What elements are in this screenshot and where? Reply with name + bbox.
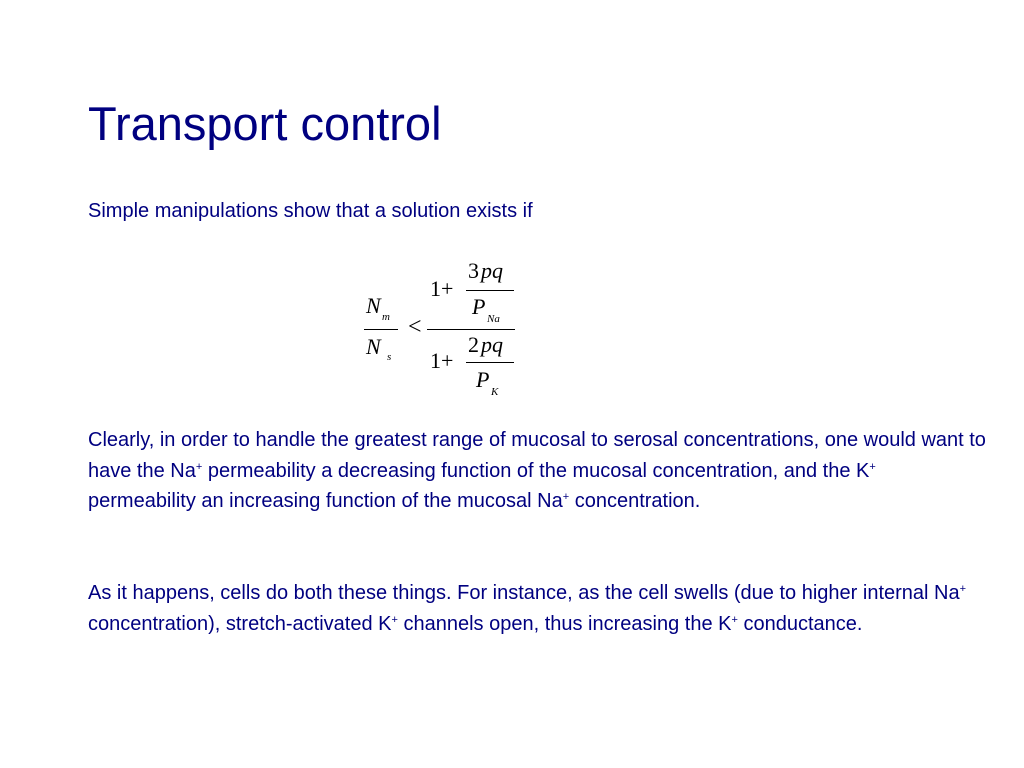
- top-coefficient: 3: [468, 258, 479, 283]
- less-than-sign: <: [408, 314, 422, 340]
- top-denominator-var: P: [472, 294, 486, 319]
- bottom-coefficient: 2: [468, 332, 479, 357]
- top-denominator-sub: Na: [487, 313, 500, 325]
- top-one-plus: 1+: [430, 276, 454, 301]
- paragraph-cell-swelling: As it happens, cells do both these things. For instance, as the cell swells (due to higher internal Na+ concentration), stretch-activated K+ channels open, thus increasing the K+ conductance.: [88, 582, 967, 635]
- slide-title: Transport control: [88, 97, 442, 150]
- lhs-fraction-bar: [364, 329, 398, 330]
- top-variables: pq: [481, 258, 503, 283]
- bottom-one-plus: 1+: [430, 348, 454, 373]
- lhs-numerator-var: N: [366, 293, 381, 318]
- lhs-denominator-var: N: [366, 334, 381, 359]
- paragraph-permeability: Clearly, in order to handle the greatest range of mucosal to serosal concentrations, one would want to have the Na+ permeability a decreasing function of the mucosal concentration, and the K+ permeability an increasing function of the mucosal Na+ concentration.: [88, 429, 986, 512]
- lhs-denominator-sub: s: [387, 351, 392, 363]
- main-fraction-bar: [427, 329, 515, 330]
- bottom-denominator-var: P: [476, 367, 490, 392]
- intro-text: Simple manipulations show that a solution exists if: [88, 200, 533, 222]
- inequality-formula: [350, 250, 550, 405]
- bottom-variables: pq: [481, 332, 503, 357]
- top-inner-fraction-bar: [466, 290, 514, 291]
- lhs-numerator-sub: m: [382, 311, 390, 323]
- bottom-denominator-sub: K: [491, 386, 499, 398]
- bottom-inner-fraction-bar: [466, 362, 514, 363]
